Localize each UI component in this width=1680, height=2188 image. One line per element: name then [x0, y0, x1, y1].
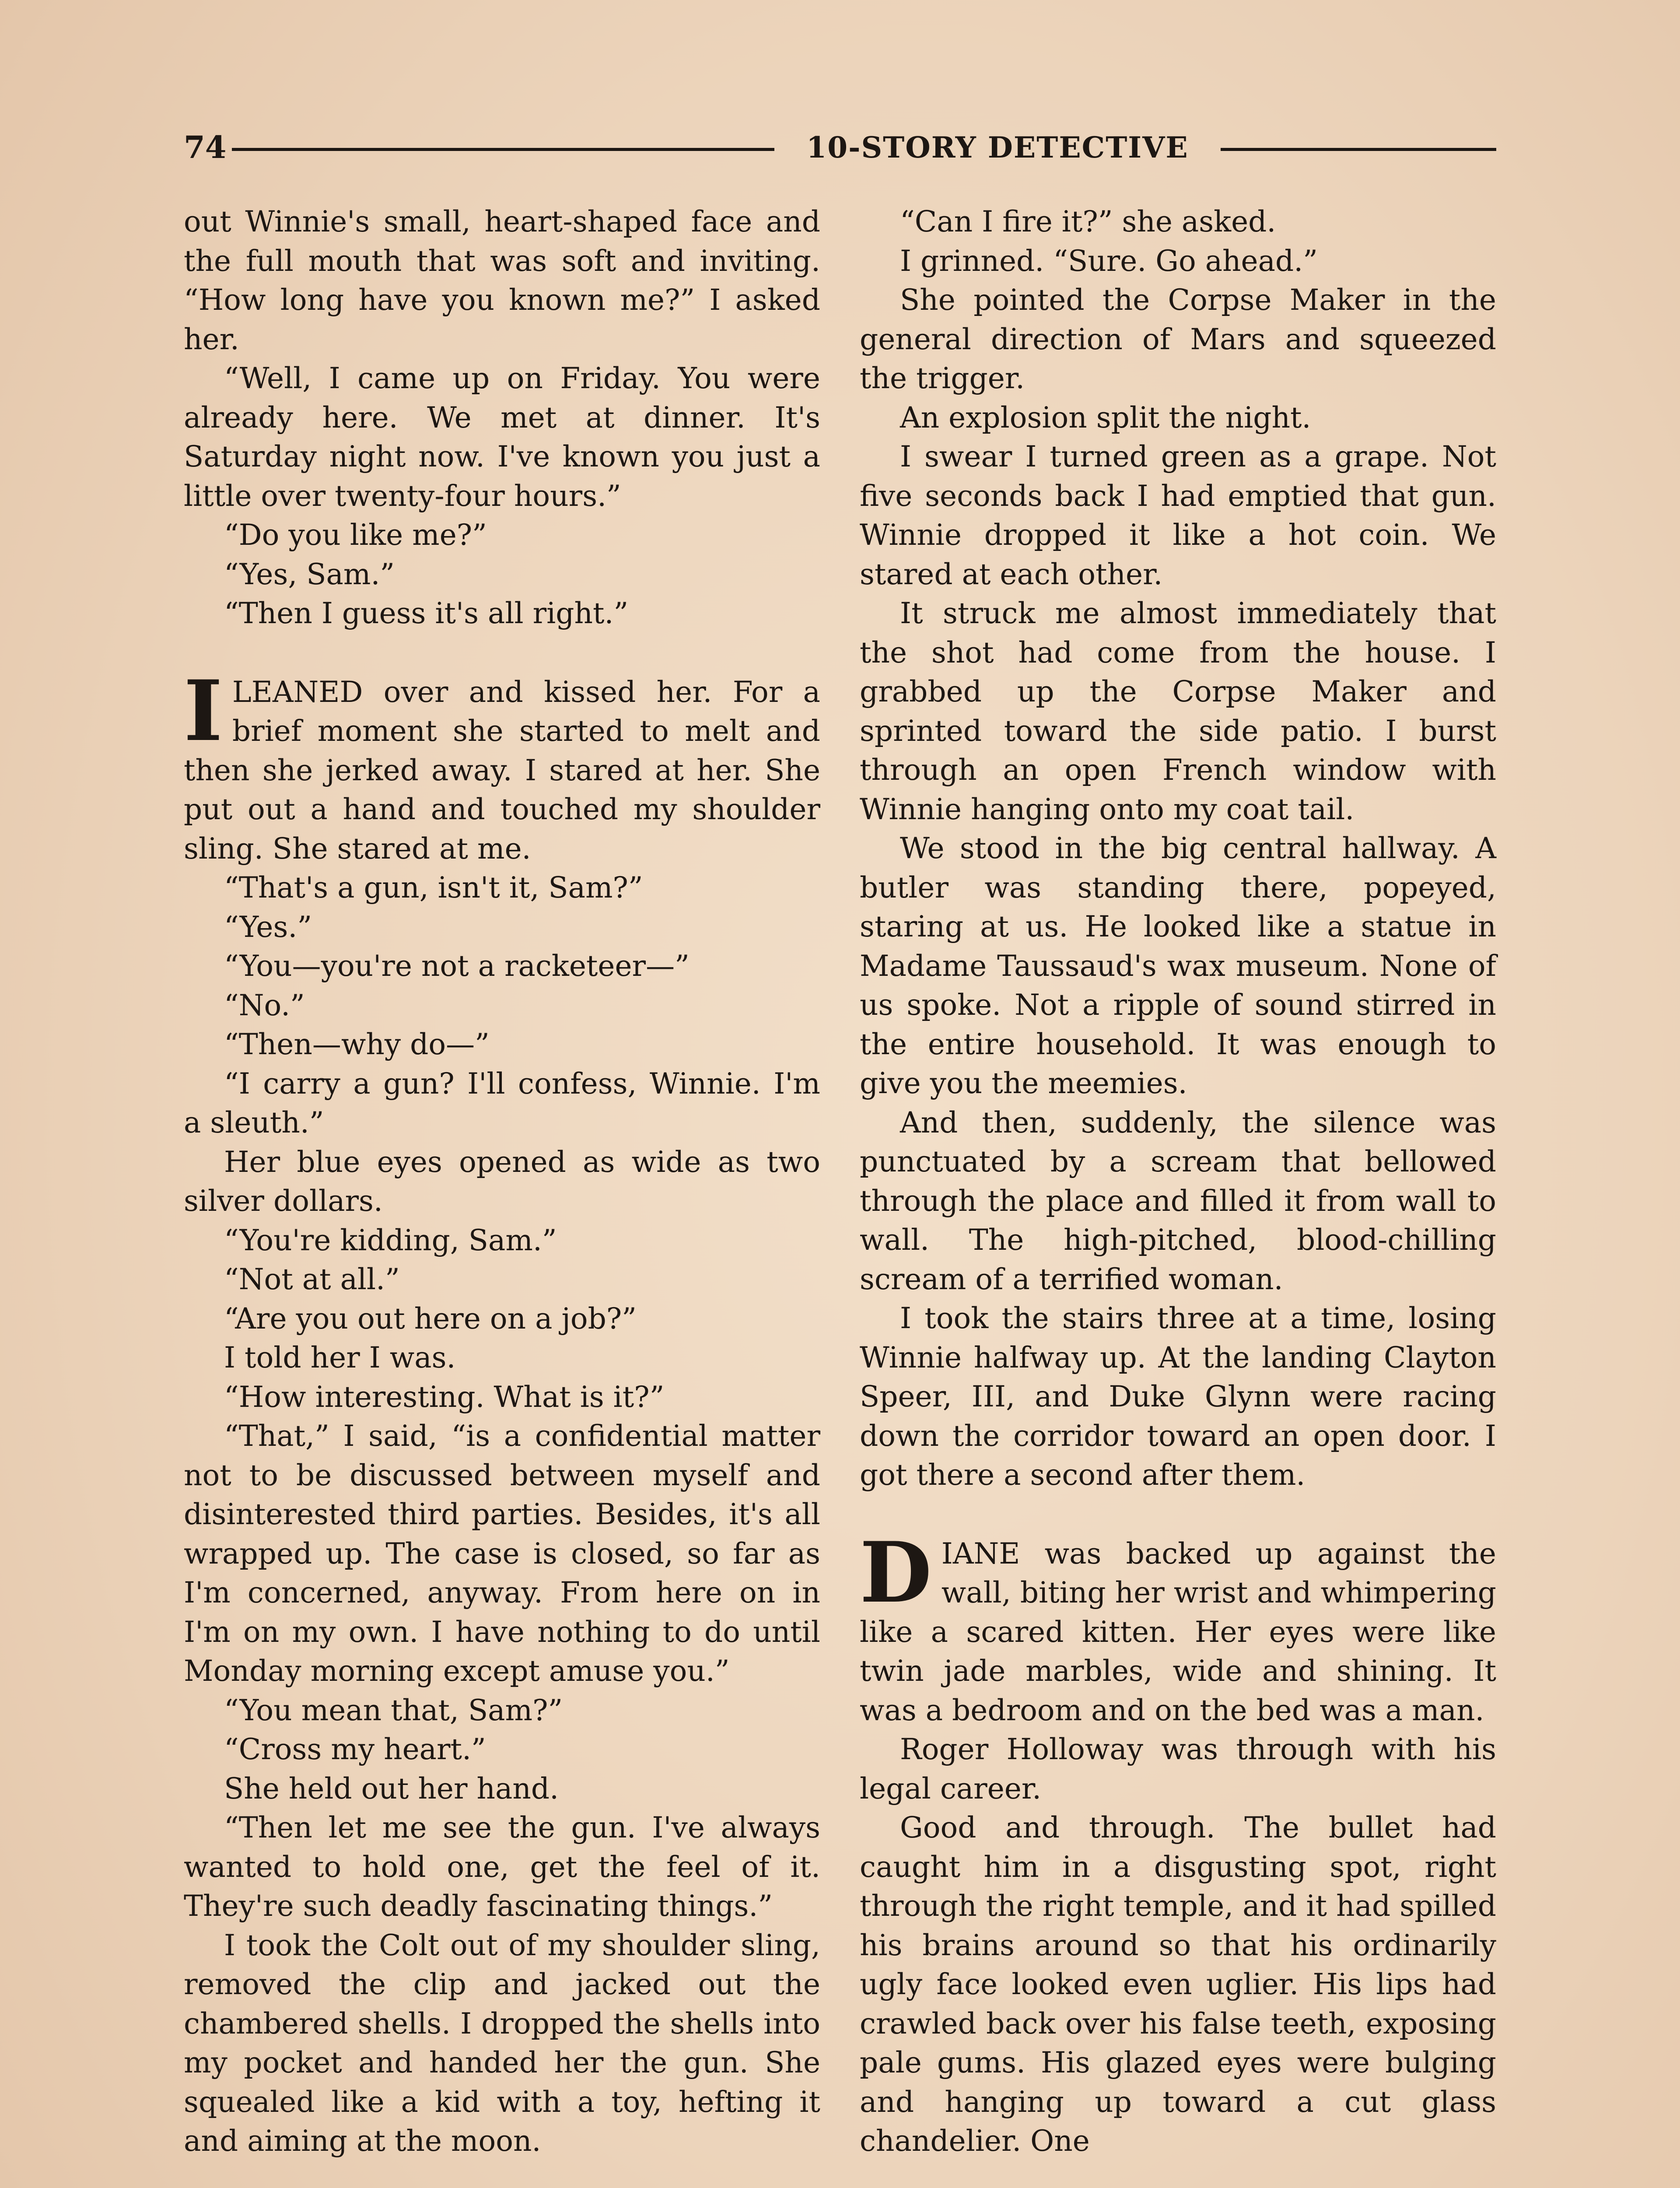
paragraph: “How interesting. What is it?”	[224, 1380, 665, 1414]
drop-cap-letter: D	[860, 1523, 932, 1621]
paragraph: An explosion split the night.	[900, 400, 1311, 435]
paragraph: “Then—why do—”	[224, 1027, 490, 1061]
paragraph: “Do you like me?”	[224, 518, 487, 552]
drop-cap-paragraph-text: IANE was backed up against the wall, biting her wrist and whimpering like a scared kitten. Her eyes were like twin jade marbles, wide and shining. It was a bedroom and on the bed was a man.	[860, 1536, 1496, 1727]
left-column	[184, 202, 820, 2161]
paragraph: “Then I guess it's all right.”	[224, 596, 629, 630]
paragraph: I swear I turned green as a grape. Not five seconds back I had emptied that gun. Winnie dropped it like a hot coin. We stared at each other.	[860, 440, 1496, 591]
paragraph: “Cross my heart.”	[224, 1732, 486, 1766]
paragraph: “I carry a gun? I'll confess, Winnie. I'm a sleuth.”	[184, 1066, 820, 1140]
drop-cap-paragraph-text: LEANED over and kissed her. For a brief moment she started to melt and then she jerked away. I stared at her. She put out a hand and touched my shoulder sling. She stared at me.	[184, 675, 820, 866]
drop-cap-letter: I	[184, 662, 223, 760]
paragraph: “No.”	[224, 988, 305, 1022]
paragraph: Good and through. The bullet had caught him in a disgusting spot, right through the right temple, and it had spilled his brains around so that his ordinarily ugly face looked even uglier. His lips had crawled back over his false teeth, exposing pale gums. His glazed eyes were bulging and hanging up toward a cut glass chandelier. One	[860, 1811, 1496, 2158]
running-header	[184, 128, 1496, 167]
paragraph: I told her I was.	[224, 1341, 456, 1375]
paragraph: “You mean that, Sam?”	[224, 1693, 563, 1727]
paragraph: “Are you out here on a job?”	[224, 1301, 637, 1336]
paragraph: I grinned. “Sure. Go ahead.”	[900, 244, 1318, 278]
paragraph: I took the stairs three at a time, losing Winnie halfway up. At the landing Clayton Speer, III, and Duke Glynn were racing down the corridor toward an open door. I got there a second after them.	[860, 1301, 1496, 1492]
paragraph: Her blue eyes opened as wide as two silver dollars.	[184, 1145, 820, 1218]
paragraph: I took the Colt out of my shoulder sling, removed the clip and jacked out the chambered shells. I dropped the shells into my pocket and handed her the gun. She squealed like a kid with a toy, hefting it and aiming at the moon.	[184, 1928, 820, 2158]
paragraph: “Yes.”	[224, 910, 312, 944]
paragraph: “That's a gun, isn't it, Sam?”	[224, 871, 643, 905]
paragraph: “Yes, Sam.”	[224, 557, 395, 591]
drop-cap-paragraph	[860, 1523, 1496, 1730]
paragraph: “You're kidding, Sam.”	[224, 1223, 557, 1257]
paragraph: out Winnie's small, heart-shaped face and the full mouth that was soft and inviting. “How long have you known me?” I asked her.	[184, 205, 820, 356]
magazine-title: 10-STORY DETECTIVE	[806, 130, 1189, 165]
right-column	[860, 202, 1496, 2161]
header-rule-right	[1221, 148, 1496, 151]
paragraph: And then, suddenly, the silence was punctuated by a scream that bellowed through the place and filled it from wall to wall. The high-pitched, blood-chilling scream of a terrified woman.	[860, 1105, 1496, 1296]
paragraph: “Well, I came up on Friday. You were already here. We met at dinner. It's Saturday night now. I've known you just a little over twenty-four hours.”	[184, 361, 820, 513]
paragraph: “You—you're not a racketeer—”	[224, 949, 690, 983]
paragraph: Roger Holloway was through with his legal career.	[860, 1732, 1496, 1806]
paragraph: “That,” I said, “is a confidential matter not to be discussed between myself and disinterested third parties. Besides, it's all wrapped up. The case is closed, so far as I'm concerned, anyway. From here on in I'm on my own. I have nothing to do until Monday morning except amuse you.”	[184, 1419, 820, 1688]
paragraph: “Not at all.”	[224, 1262, 400, 1296]
drop-cap-paragraph	[184, 662, 820, 869]
paragraph: She pointed the Corpse Maker in the general direction of Mars and squeezed the trigger.	[860, 283, 1496, 395]
paragraph: She held out her hand.	[224, 1771, 559, 1806]
header-rule-left	[232, 148, 774, 151]
paragraph: We stood in the big central hallway. A butler was standing there, popeyed, staring at us. He looked like a statue in Madame Taussaud's wax museum. None of us spoke. Not a ripple of sound stirred in the entire household. It was enough to give you the meemies.	[860, 831, 1496, 1100]
paragraph: “Can I fire it?” she asked.	[900, 205, 1276, 238]
paragraph: “Then let me see the gun. I've always wanted to hold one, get the feel of it. They're such deadly fascinating things.”	[184, 1811, 820, 1923]
paragraph: It struck me almost immediately that the shot had come from the house. I grabbed up the Corpse Maker and sprinted toward the side patio. I burst through an open French window with Winnie hanging onto my coat tail.	[860, 596, 1496, 826]
page-number: 74	[184, 129, 227, 165]
